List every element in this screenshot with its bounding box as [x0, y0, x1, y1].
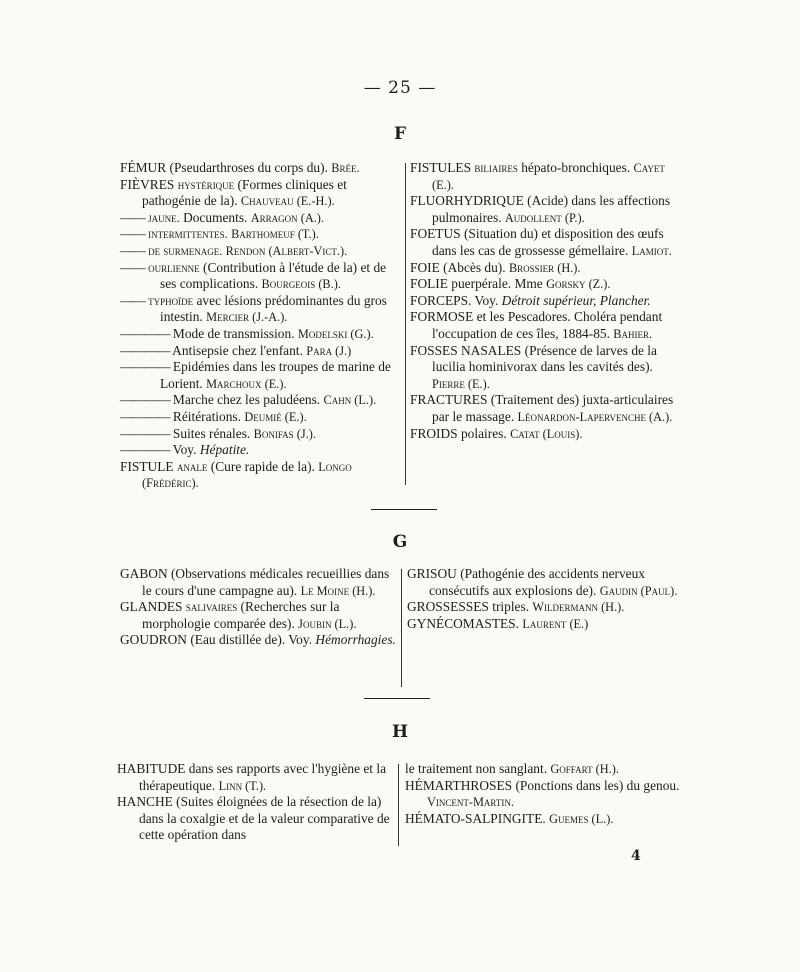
index-entry: [120, 392, 402, 409]
section-f-left-column: [120, 160, 402, 492]
dash-mark: ————: [120, 342, 170, 358]
entry-text: polaires.: [457, 425, 511, 441]
entry-text: (Eau distillée de). Voy.: [186, 632, 316, 648]
entry-author: Rendon (Albert-Vict.).: [225, 243, 348, 258]
entry-qualifier: biliaires: [474, 161, 518, 175]
dash-mark: ——: [120, 259, 145, 275]
entry-text: Mode de transmission.: [172, 325, 298, 341]
index-entry: [120, 260, 402, 293]
entry-qualifier: hystérique: [177, 177, 235, 192]
entry-headword: FIÈVRES: [120, 176, 175, 192]
entry-text: (Ponctions dans les) du genou.: [512, 777, 680, 793]
index-entry: [410, 293, 686, 310]
section-g-right-column: [407, 566, 679, 632]
dash-mark: ————: [120, 425, 170, 441]
entry-crossref: Hémorrhagies.: [315, 632, 396, 648]
entry-author: Gaudin (Paul).: [599, 583, 678, 598]
entry-text: Marche chez les paludéens.: [172, 392, 324, 408]
section-letter-f: F: [393, 124, 407, 144]
page-number: — 25 —: [363, 78, 437, 98]
entry-author: Chauveau (E.-H.).: [240, 194, 335, 209]
entry-author: Léonardon-Lapervenche (A.).: [517, 409, 673, 424]
entry-headword: FISTULE: [120, 458, 174, 474]
entry-text: (Formes cliniques et pathogénie de la).: [142, 176, 347, 209]
entry-text: (Observations médicales recueillies dans le cours d'une campagne au).: [142, 566, 390, 598]
index-entry: [120, 210, 402, 227]
entry-headword: FÉMUR: [120, 160, 167, 175]
signature-mark: 4: [631, 848, 641, 864]
dash-mark: ——: [120, 242, 145, 258]
index-entry: [117, 794, 395, 844]
entry-author: Gorsky (Z.).: [546, 277, 611, 292]
entry-author: Longo (Frédéric).: [142, 459, 352, 491]
index-entry: [407, 566, 679, 599]
dash-mark: ——: [120, 209, 145, 225]
entry-text: Suites rénales.: [172, 425, 254, 441]
entry-headword: HÉMATO-SALPINGITE.: [405, 810, 546, 826]
entry-headword: HANCHE: [117, 794, 173, 810]
entry-text: le traitement non sanglant.: [405, 761, 551, 776]
entry-text: (Abcès du).: [439, 259, 509, 275]
index-entry: [410, 426, 686, 443]
entry-author: Audollent (P.).: [504, 210, 585, 225]
entry-text: (Recherches sur la morphologie comparée des).: [142, 599, 340, 631]
entry-author: Goffart (H.).: [550, 762, 619, 776]
dash-mark: ——: [120, 226, 145, 242]
index-entry: [120, 632, 398, 649]
entry-author: Brossier (H.).: [508, 260, 581, 275]
entry-text: Antisepsie chez l'enfant.: [172, 342, 307, 358]
entry-headword: GLANDES: [120, 599, 183, 615]
entry-text: Réitérations.: [172, 408, 245, 424]
index-entry: [405, 811, 681, 828]
entry-text: Documents.: [179, 209, 251, 225]
entry-qualifier: typhoïde: [148, 293, 194, 308]
entry-text: Voy.: [172, 442, 200, 458]
entry-text: (Traitement des) juxta-articulaires par le massage.: [432, 392, 674, 424]
index-entry: [120, 426, 402, 443]
entry-author: Mercier (J.-A.).: [206, 310, 288, 325]
entry-author: Le Moine (H.).: [300, 583, 376, 598]
entry-headword: FRACTURES: [410, 392, 488, 408]
entry-headword: GABON: [120, 566, 168, 581]
dash-mark: ————: [120, 359, 170, 375]
index-entry: [410, 260, 686, 277]
entry-headword: FOLIE: [410, 276, 448, 292]
entry-author: Vincent-Martin.: [427, 795, 514, 810]
entry-headword: FOETUS: [410, 226, 461, 242]
entry-headword: GRISOU: [407, 566, 457, 581]
entry-author: Marchoux (E.).: [206, 376, 287, 391]
index-entry: [120, 442, 402, 459]
index-entry: [120, 599, 398, 632]
index-entry: [120, 177, 402, 210]
entry-author: Catat (Louis).: [510, 426, 583, 441]
section-letter-g: G: [392, 532, 408, 552]
entry-text: avec lésions prédominantes du gros intestin.: [160, 292, 387, 325]
index-entry: [410, 309, 686, 342]
index-entry: [120, 160, 402, 177]
entry-text: Epidémies dans les troupes de marine de Lorient.: [160, 359, 391, 391]
entry-text: triples.: [488, 599, 533, 615]
index-entry: [410, 160, 686, 193]
entry-text: (Pathogénie des accidents nerveux consécutifs aux explosions de).: [429, 566, 646, 598]
entry-text: (Pseudarthroses du corps du).: [166, 160, 332, 175]
entry-text: (Situation du) et disposition des œufs dans les cas de grossesse gémellaire.: [432, 226, 664, 258]
entry-author: Modelski (G.).: [297, 326, 374, 341]
section-h-right-column: [405, 761, 681, 827]
column-divider-f: [405, 163, 406, 485]
column-divider-h: [398, 764, 399, 846]
entry-author: Pierre (E.).: [432, 376, 490, 391]
section-rule-g-h: [364, 698, 430, 699]
section-g-left-column: [120, 566, 398, 649]
entry-text: puerpérale. Mme: [447, 276, 547, 292]
entry-author: Joubin (L.).: [298, 616, 357, 631]
index-entry: [120, 343, 402, 360]
entry-text: dans ses rapports avec l'hygiène et la thérapeutique.: [139, 761, 387, 793]
entry-text: (Présence de larves de la lucilia hominivorax dans les cavités des).: [432, 342, 657, 375]
dash-mark: ————: [120, 442, 170, 458]
entry-headword: FROIDS: [410, 425, 458, 441]
column-divider-g: [401, 569, 402, 687]
entry-author: Bourgeois (B.).: [261, 277, 341, 292]
entry-crossref: Hépatite.: [199, 442, 250, 458]
entry-author: Lamiot.: [631, 243, 672, 258]
dash-mark: ————: [120, 392, 170, 408]
entry-qualifier: ourlienne: [148, 260, 200, 275]
entry-author: Laurent (E.): [522, 616, 589, 631]
entry-headword: FISTULES: [410, 160, 472, 175]
entry-text: hépato-bronchiques.: [517, 160, 634, 175]
entry-author: Arragon (A.).: [250, 210, 324, 225]
index-entry: [120, 459, 402, 492]
dash-mark: ————: [120, 408, 170, 424]
entry-headword: FOSSES NASALES: [410, 342, 522, 358]
entry-author: Linn (T.).: [218, 778, 267, 793]
index-entry: [410, 343, 686, 393]
index-entry: [117, 761, 395, 794]
dash-mark: ————: [120, 325, 170, 341]
section-letter-h: H: [391, 722, 409, 742]
entry-headword: GYNÉCOMASTES.: [407, 615, 519, 631]
section-rule-f-g: [371, 509, 437, 510]
index-entry: [407, 616, 679, 633]
entry-author: Barthomeuf (T.).: [231, 227, 319, 242]
entry-headword: FLUORHYDRIQUE: [410, 193, 524, 209]
index-entry: [407, 599, 679, 616]
entry-text: (Cure rapide de la).: [207, 458, 319, 474]
index-entry: [120, 293, 402, 326]
index-entry: [120, 409, 402, 426]
index-entry: [120, 566, 398, 599]
entry-author: Guemes (L.).: [549, 811, 614, 826]
section-h-left-column: [117, 761, 395, 844]
entry-headword: HÉMARTHROSES: [405, 777, 513, 793]
index-entry: [410, 276, 686, 293]
entry-author: Cahn (L.).: [323, 393, 377, 408]
entry-author: Para (J.): [306, 343, 352, 358]
entry-text: Voy.: [471, 292, 502, 308]
index-entry: [405, 778, 681, 811]
entry-text: et les Pescadores. Choléra pendant l'occupation de ces îles, 1884-85.: [432, 309, 663, 341]
entry-author: Deumié (E.).: [244, 409, 307, 424]
entry-qualifier: jaune.: [148, 210, 180, 225]
entry-author: Bahier.: [613, 326, 653, 341]
entry-qualifier: anale: [176, 459, 208, 474]
entry-crossref: Détroit supérieur, Plancher.: [501, 292, 651, 308]
index-entry: [405, 761, 681, 778]
entry-text: (Acide) dans les affections pulmonaires.: [432, 193, 671, 225]
entry-author: Cayet (E.).: [432, 161, 665, 192]
entry-headword: FOIE: [410, 259, 440, 275]
entry-author: Wildermann (H.).: [532, 600, 625, 615]
index-entry: [410, 226, 686, 259]
entry-headword: FORMOSE: [410, 309, 474, 325]
index-entry: [120, 359, 402, 392]
entry-headword: FORCEPS.: [410, 292, 472, 308]
section-f-right-column: [410, 160, 686, 442]
dash-mark: ——: [120, 292, 145, 308]
entry-headword: HABITUDE: [117, 761, 186, 776]
index-entry: [120, 326, 402, 343]
entry-qualifier: intermittentes.: [148, 227, 228, 242]
entry-text: (Contribution à l'étude de la) et de ses complications.: [160, 259, 387, 292]
entry-qualifier: de surmenage.: [148, 243, 223, 258]
entry-author: Brée.: [331, 161, 360, 175]
index-entry: [120, 226, 402, 243]
entry-text: (Suites éloignées de la résection de la) dans la coxalgie et de la valeur comparative de cette opération dans: [139, 794, 390, 843]
entry-headword: GROSSESSES: [407, 599, 489, 615]
entry-qualifier: salivaires: [185, 600, 238, 615]
index-entry: [120, 243, 402, 260]
entry-headword: GOUDRON: [120, 632, 187, 648]
index-entry: [410, 392, 686, 425]
entry-author: Bonifas (J.).: [253, 426, 316, 441]
index-entry: [410, 193, 686, 226]
